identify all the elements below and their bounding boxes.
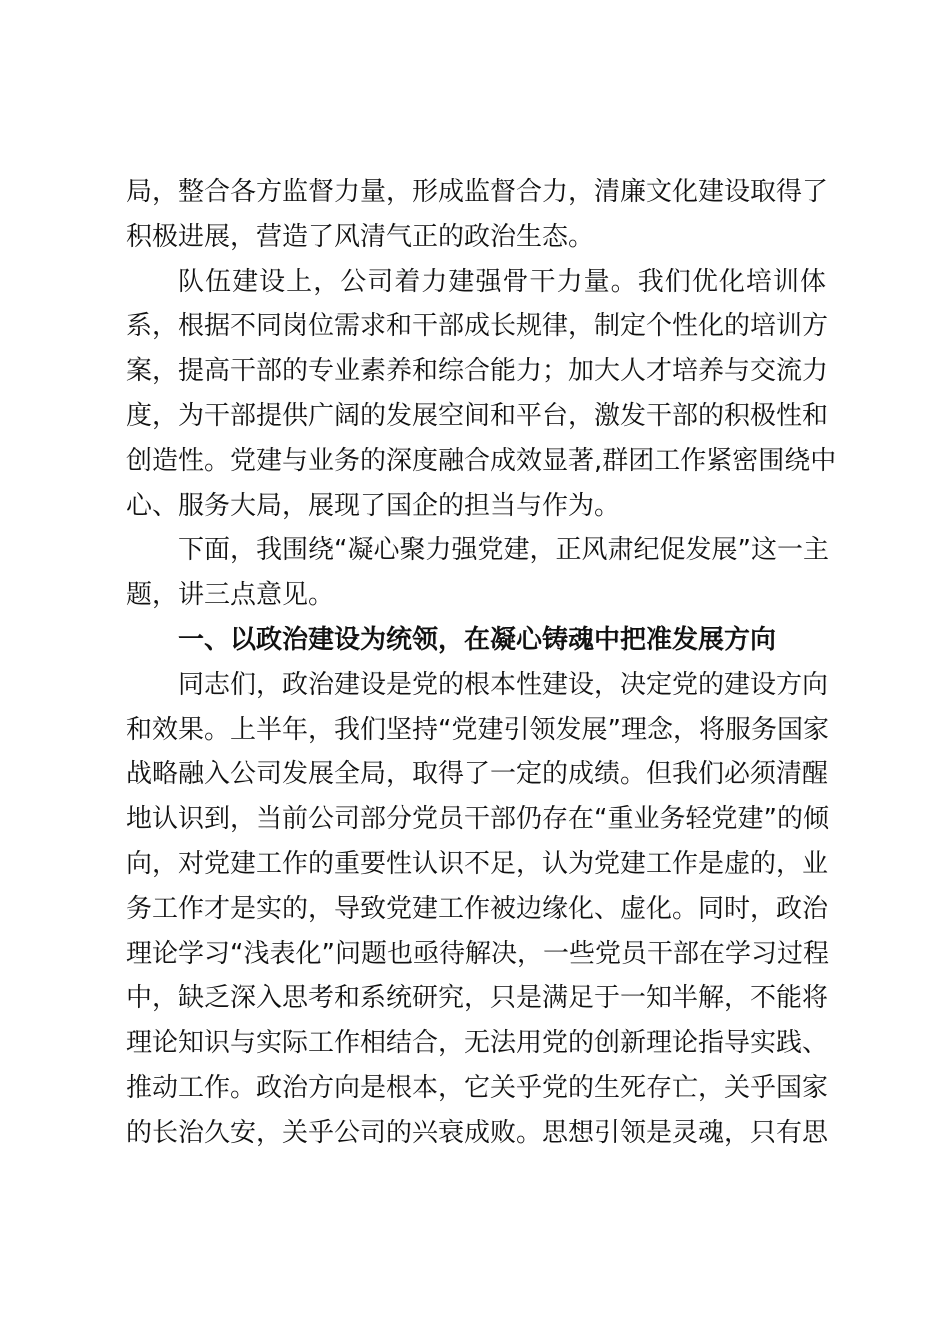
- text-line: 的长治久安，关乎公司的兴衰成败。思想引领是灵魂，只有思: [126, 1117, 829, 1148]
- paragraph-start-line: 下面，我围绕“凝心聚力强党建，正风肃纪促发展”这一主: [178, 535, 829, 566]
- text-line: 中，缺乏深入思考和系统研究，只是满足于一知半解，不能将: [126, 983, 829, 1014]
- text-line: 和效果。上半年，我们坚持“党建引领发展”理念，将服务国家: [126, 714, 829, 745]
- text-line: 创造性。党建与业务的深度融合成效显著,群团工作紧密围绕中: [126, 445, 837, 476]
- text-line: 理论知识与实际工作相结合，无法用党的创新理论指导实践、: [126, 1028, 829, 1059]
- text-line: 务工作才是实的，导致党建工作被边缘化、虚化。同时，政治: [126, 893, 829, 924]
- text-line: 系，根据不同岗位需求和干部成长规律，制定个性化的培训方: [126, 311, 829, 342]
- text-line: 心、服务大局，展现了国企的担当与作为。: [126, 490, 621, 521]
- text-line: 案，提高干部的专业素养和综合能力；加大人才培养与交流力: [126, 356, 829, 387]
- document-body: [126, 170, 837, 1156]
- text-line: 题，讲三点意见。: [126, 580, 335, 611]
- section-heading: 一、以政治建设为统领，在凝心铸魂中把准发展方向: [178, 624, 777, 655]
- text-line: 地认识到，当前公司部分党员干部仍存在“重业务轻党建”的倾: [126, 804, 829, 835]
- text-line: 战略融入公司发展全局，取得了一定的成绩。但我们必须清醒: [126, 759, 829, 790]
- text-line: 积极进展，营造了风清气正的政治生态。: [126, 221, 595, 252]
- text-line: 局，整合各方监督力量，形成监督合力，清廉文化建设取得了: [126, 177, 829, 207]
- text-line: 度，为干部提供广阔的发展空间和平台，激发干部的积极性和: [126, 400, 829, 431]
- paragraph-start-line: 队伍建设上，公司着力建强骨干力量。我们优化培训体: [178, 266, 826, 297]
- text-line: 推动工作。政治方向是根本，它关乎党的生死存亡，关乎国家: [126, 1072, 829, 1103]
- paragraph-start-line: 同志们，政治建设是党的根本性建设，决定党的建设方向: [178, 669, 829, 700]
- text-line: 理论学习“浅表化”问题也亟待解决，一些党员干部在学习过程: [126, 938, 829, 969]
- text-line: 向，对党建工作的重要性认识不足，认为党建工作是虚的，业: [126, 848, 829, 879]
